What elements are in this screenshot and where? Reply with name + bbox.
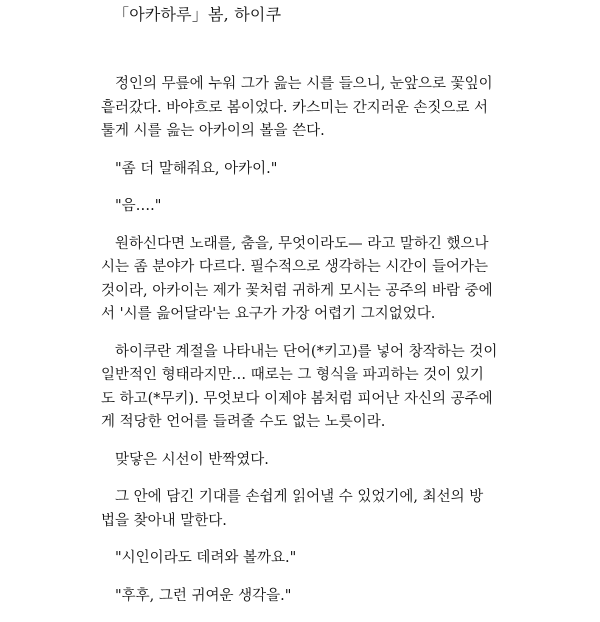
- dialogue-line: "시인이라도 데려와 볼까요.": [115, 550, 297, 566]
- text-line: 원하신다면 노래를, 춤을, 무엇이라도— 라고 말하긴 했으나: [115, 235, 489, 252]
- paragraph-1: [101, 73, 499, 144]
- paragraph-4: [101, 233, 499, 327]
- text-line: 시는 좀 분야가 다르다. 필수적으로 생각하는 시간이 들어가는: [101, 259, 489, 275]
- paragraph-3: [101, 195, 499, 219]
- text-line: 하이쿠란 계절을 나타내는 단어(*키고)를 넣어 창작하는 것이: [115, 343, 498, 360]
- text-line: 툴게 시를 읊는 아카이의 볼을 쓴다.: [101, 123, 325, 139]
- dialogue-line: "음….": [115, 198, 162, 214]
- paragraph-6: [101, 449, 499, 473]
- text-line: 일반적인 형태라지만… 때로는 그 형식을 파괴하는 것이 있기: [101, 367, 484, 383]
- text-line: 흩러갔다. 바야흐로 봄이었다. 카스미는 간지러운 손짓으로 서: [101, 99, 489, 116]
- text-line: 맞닿은 시선이 반짝였다.: [115, 451, 269, 468]
- paragraph-7: [101, 486, 499, 533]
- text-line: 것이라, 아카이는 제가 꽃처럼 귀하게 모시는 공주의 바람 중에: [101, 282, 493, 299]
- text-line: 정인의 무릎에 누워 그가 읊는 시를 들으니, 눈앞으로 꽃잎이: [115, 76, 493, 92]
- text-line: 도 하고(*무키). 무엇보다 이제야 봄처럼 피어난 자신의 공주에: [101, 390, 493, 407]
- dialogue-line: "좀 더 말해줘요, 아카이.": [115, 160, 278, 177]
- text-line: 서 '시를 읊어달라'는 요구가 가장 어렵기 그지없었다.: [101, 306, 436, 322]
- text-line: 게 적당한 언어를 들려줄 수도 없는 노릇이라.: [101, 414, 386, 430]
- dialogue-line: "후후, 그런 귀여운 생각을.": [115, 587, 292, 604]
- paragraph-8: [101, 547, 499, 571]
- document-body: [101, 73, 499, 622]
- document-title: 「아카하루」봄, 하이쿠: [113, 5, 282, 24]
- text-line: 법을 찾아내 말한다.: [101, 512, 227, 529]
- paragraph-2: [101, 158, 499, 182]
- paragraph-9: [101, 585, 499, 609]
- paragraph-5: [101, 341, 499, 435]
- text-line: 그 안에 담긴 기대를 손쉽게 읽어낼 수 있었기에, 최선의 방: [115, 489, 484, 505]
